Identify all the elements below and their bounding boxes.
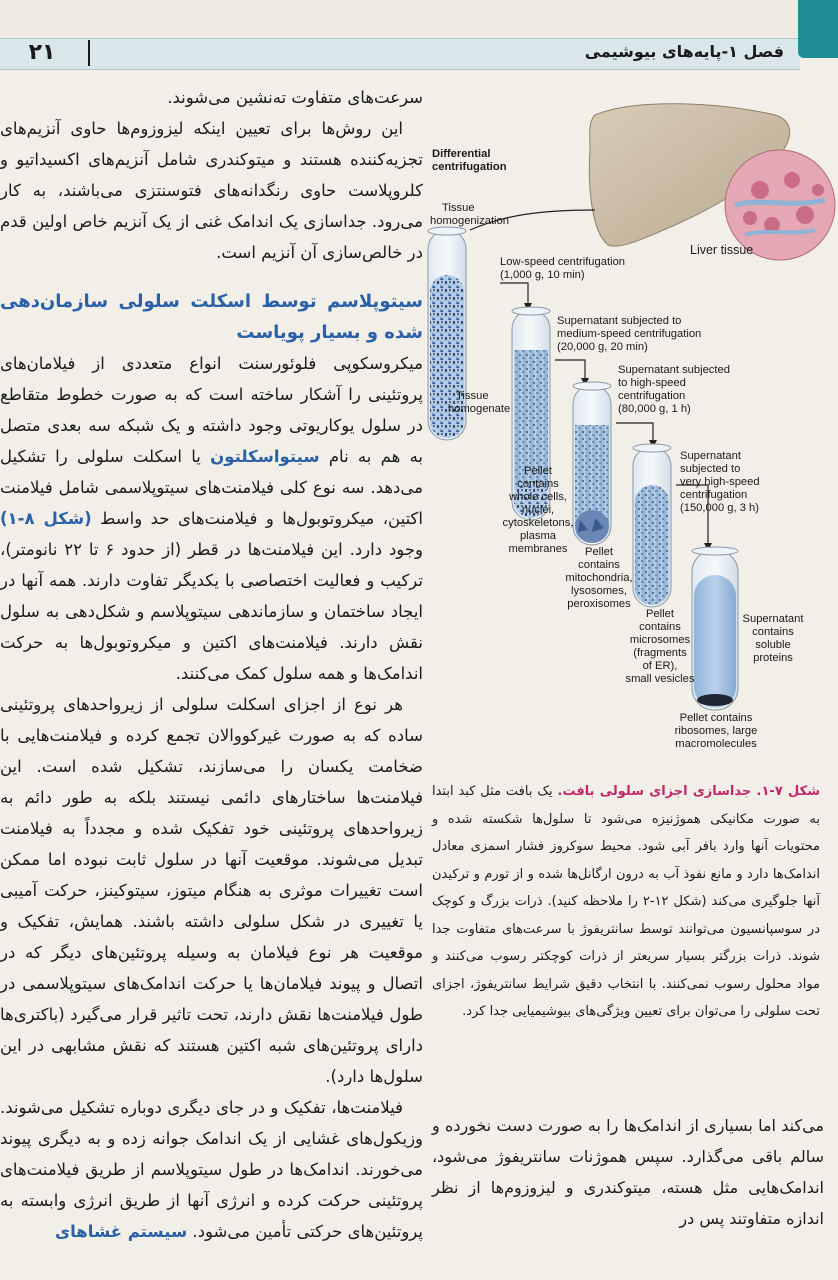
paragraph-1: سرعت‌های متفاوت ته‌نشین می‌شوند. — [167, 88, 423, 107]
pellet3-line: contains — [639, 621, 681, 633]
header-band — [0, 0, 838, 36]
figure-reference[interactable]: (شکل ۸-۱) — [0, 509, 92, 528]
step3-label-2: to high-speed — [618, 377, 686, 389]
continuation-text: می‌کند اما بسیاری از اندامک‌ها را به صورت دست نخورده و سالم باقی می‌گذارد. سپس هموژنات سانتریفوژ می‌شود، اندامک‌هایی مثل هسته، میتوکندری و لیزوزوم‌ها از نظر اندازه متفاوتند پس در — [432, 1116, 824, 1228]
supernatant-line: soluble — [755, 639, 791, 651]
tube-3 — [573, 382, 611, 545]
caption-lead: شکل ۷-۱. جداسازی اجزای سلولی بافت. — [557, 784, 820, 799]
page-header — [0, 0, 838, 78]
pellet3-label — [616, 608, 704, 686]
pellet1-line: contains — [517, 478, 559, 490]
caption-body: یک بافت مثل کبد ابتدا به صورت مکانیکی هموژنیزه می‌شود تا سلول‌ها شکسته شده و محتویات آنها وارد بافر آبی شود. محیط سوکروز فشار اسمزی معادل اندامک‌ها دارد و مانع نفوذ آب به درون ارگانل‌ها شده و از تورم و ترکیدن آنها جلوگیری می‌کند (شکل ۱۲-۲ را ملاحظه کنید). ذرات بزرگ و کوچک در سوسپانسیون می‌توانند توسط سانتریفوژ با سرعت‌های متفاوت جدا شوند. ذرات بزرگتر بسیار سریعتر از ذرات کوچکتر رسوب می‌کنند و مواد محلول رسوب نمی‌کنند. با انتخاب دقیق شرایط سانتریفوژ، اجزای تحت سلولی را می‌توان برای تعیین ویژگی‌های بیوشیمیایی جدا کرد. — [432, 784, 821, 1019]
chapter-tab-edge — [798, 0, 838, 58]
paragraph-3 — [0, 348, 423, 689]
paragraph-3-part-a: میکروسکوپی فلوئورسنت انواع متعددی از فیلامان‌های پروتئینی را آشکار ساخته است که به صورت خطوط متقاطع در سلول یوکاریوتی وجود داشته و یک شبکه سه بعدی متصل به هم به نام — [0, 354, 424, 466]
pellet1-line: plasma — [519, 530, 557, 542]
step4-label-1: Supernatant — [680, 450, 741, 462]
step1-label-1: Low-speed centrifugation — [500, 256, 626, 268]
pellet1-line: whole cells, — [509, 491, 567, 503]
pellet1-line: membranes — [508, 543, 568, 555]
page-number: ۲۱ — [28, 40, 56, 65]
step4-label-4: centrifugation — [680, 489, 748, 501]
supernatant-final-label — [740, 613, 806, 665]
chapter-title: فصل ۱-پایه‌های بیوشیمی — [584, 42, 784, 61]
pellet4-line: ribosomes, large — [674, 725, 758, 737]
step2-label-2: medium-speed centrifugation — [557, 328, 702, 340]
pellet4-line: Pellet contains — [679, 712, 753, 724]
pellet1-line: Pellet — [524, 465, 552, 477]
homogenate-label-2: homogenate — [448, 403, 511, 415]
paragraph-3-part-c: وجود دارد. این فیلامنت‌ها در قطر (از حدود ۶ تا ۲۲ نانومتر)، ترکیب و فعالیت اختصاصی با یکدیگر تفاوت دارند. همه آنها در ایجاد ساختمان و سازماندهی سیتوپلاسم و شکل‌دهی به سلول نقش دارند. فیلامنت‌های اکتین و میکروتوبول‌ها به حرکت اندامک‌ها و همه سلول کمک می‌کنند. — [0, 540, 423, 683]
pellet2-line: peroxisomes — [567, 598, 631, 610]
step3-label-1: Supernatant subjected — [618, 364, 730, 376]
main-text-column — [0, 82, 424, 1241]
step2-label-3: (20,000 g, 20 min) — [557, 341, 648, 353]
header-divider — [88, 40, 90, 66]
figure-caption — [432, 778, 820, 1026]
paragraph-2-text: این روش‌ها برای تعیین اینکه لیزوزوم‌ها حاوی آنزیم‌های تجزیه‌کننده هستند و میتوکندری شامل آنزیم‌های اکسیداتیو و کلروپلاست حاوی رنگدانه‌های فتوسنتزی می‌باشند، به کار می‌رود. جداسازی یک اندامک غنی از یک آنزیم خاص اولین قدم در خالص‌سازی آن آنزیم است. — [0, 119, 423, 262]
step2-label-1: Supernatant subjected to — [557, 315, 682, 327]
paragraph-3-part-b: یا اسکلت سلولی را تشکیل می‌دهد. سه نوع کلی فیلامنت‌های سیتوپلاسمی شامل فیلامنت اکتین، میکروتوبول‌ها و فیلامنت‌های حد واسط — [0, 447, 423, 528]
supernatant-line: proteins — [753, 652, 793, 664]
paragraph-4-text: هر نوع از اجزای اسکلت سلولی از زیرواحدهای پروتئینی ساده که به صورت غیرکووالان تجمع کرده و فیلامنت‌هایی با ضخامت یکسان را می‌سازند، تشکیل شده است. این فیلامنت‌ها ساختارهای دائمی نیستند بلکه به طور دائم به زیرواحدهای پروتئینی خود تفکیک شده و مجدداً به فیلامنت تبدیل می‌شوند. موقعیت آنها در سلول ثابت نبوده اما ممکن است تغییرات موثری به هنگام میتوز، سیتوکینز، حرکت آمیبی یا تغییری در شکل سلولی داشته باشند. همایش، تفکیک و موقعیت هر نوع فیلامان به وسیله پروتئین‌های دیگر که در اتصال و پیوند فیلامان‌ها یا حرکت اندامک‌های سیتوپلاسمی در طول فیلامنت‌ها نقش دارند، تحت تاثیر قرار می‌گیرد (باکتری‌ها دارای پروتئین‌های شبه اکتین هستند که نقش مشابهی در این سلول‌ها دارد). — [0, 695, 423, 1086]
step4-label-3: very high-speed — [680, 476, 760, 488]
pellet1-label — [498, 465, 578, 556]
pellet2-line: Pellet — [585, 546, 613, 558]
section-heading: سیتوپلاسم توسط اسکلت سلولی سازمان‌دهی شده و بسیار پویاست — [0, 291, 423, 343]
paragraph-5 — [0, 1092, 423, 1247]
supernatant-line: contains — [752, 626, 794, 638]
figure-title-line1: Differential — [432, 148, 491, 160]
pellet1-line: cytoskeletons, — [502, 517, 574, 529]
homogenization-label-2: homogenization — [430, 215, 509, 227]
pellet4-line: macromolecules — [675, 738, 757, 750]
step3-label-4: (80,000 g, 1 h) — [618, 403, 691, 415]
pellet3-line: microsomes — [629, 634, 691, 646]
figure-title-line2: centrifugation — [432, 161, 507, 173]
term-cytoskeleton: سیتواسکلتون — [210, 447, 320, 466]
pellet2-label — [558, 546, 640, 611]
pellet3-line: Pellet — [646, 608, 674, 620]
pellet2-line: lysosomes, — [571, 585, 627, 597]
paragraph-5-text: فیلامنت‌ها، تفکیک و در جای دیگری دوباره تشکیل می‌شوند. وزیکول‌های غشایی از یک اندامک جوانه زده و به دیگری پیوند می‌خورند. اندامک‌ها در طول سیتوپلاسم از طریق فیلامنت‌های پروتئینی حرکت کرده و انرژی آنها از طریق انرژی وابسته به پروتئین‌های حرکتی تأمین می‌شود. — [0, 1098, 423, 1241]
paragraph-4 — [0, 689, 423, 1092]
paragraph-2 — [0, 113, 423, 268]
pellet3-line: small vesicles — [625, 673, 695, 685]
step4-label-2: subjected to — [680, 463, 741, 475]
step4-label-5: (150,000 g, 3 h) — [680, 502, 759, 514]
pellet3-line: of ER), — [642, 660, 678, 672]
differential-centrifugation-figure — [420, 80, 838, 780]
pellet2-line: contains — [578, 559, 620, 571]
homogenization-label-1: Tissue — [442, 202, 475, 214]
pellet1-line: nuclei, — [521, 504, 555, 516]
pellet4-label — [668, 712, 764, 751]
term-membrane-system: سیستم غشاهای — [54, 1222, 188, 1241]
liver-tissue-label: Liver tissue — [690, 243, 754, 257]
step3-label-3: centrifugation — [618, 390, 686, 402]
homogenate-label-1: Tissue — [456, 390, 489, 402]
pellet3-line: (fragments — [633, 647, 687, 659]
pellet2-line: mitochondria, — [565, 572, 633, 584]
supernatant-line: Supernatant — [742, 613, 804, 625]
step1-label-2: (1,000 g, 10 min) — [500, 269, 585, 281]
